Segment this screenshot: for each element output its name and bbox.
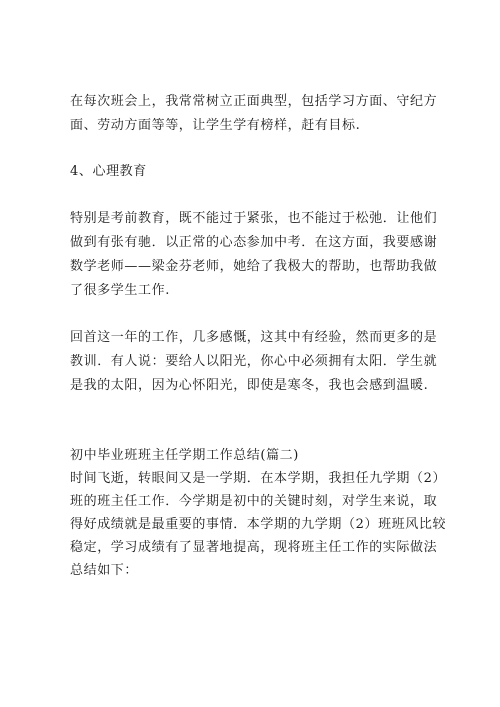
- paragraph-2-line-4: 了很多学生工作.: [70, 283, 170, 298]
- paragraph-4-line-3: 得好成绩就是最重要的事情．本学期的九学期（2）班班风比较: [70, 517, 447, 532]
- paragraph-3-line-1: 回首这一年的工作，几多感慨，这其中有经验，然而更多的是: [70, 330, 438, 345]
- paragraph-4-line-2: 班的班主任工作．今学期是初中的关键时刻，对学生来说，取: [70, 494, 438, 509]
- paragraph-1-line-2: 面、劳动方面等等，让学生学有榜样，赶有目标.: [70, 118, 361, 133]
- paragraph-4-line-1: 时间飞逝，转眼间又是一学期．在本学期，我担任九学期（2）: [70, 471, 447, 486]
- paragraph-3-line-2: 教训．有人说：要给人以阳光，你心中必须拥有太阳．学生就: [70, 354, 438, 369]
- paragraph-2-line-3: 数学老师——梁金芬老师，她给了我极大的帮助，也帮助我做: [70, 259, 438, 274]
- paragraph-2-line-1: 特别是考前教育，既不能过于紧张，也不能过于松弛．让他们: [70, 211, 438, 226]
- paragraph-2-line-2: 做到有张有驰．以正常的心态参加中考．在这方面，我要感谢: [70, 235, 438, 250]
- paragraph-4-line-5: 总结如下：: [70, 563, 139, 578]
- section-title: 初中毕业班班主任学期工作总结(篇二): [70, 448, 299, 463]
- paragraph-3-line-3: 是我的太阳，因为心怀阳光，即使是寒冬，我也会感到温暖.: [70, 378, 429, 393]
- paragraph-1-line-1: 在每次班会上，我常常树立正面典型，包括学习方面、守纪方: [70, 94, 438, 109]
- section-heading: 4、心理教育: [70, 164, 147, 179]
- paragraph-4-line-4: 稳定，学习成绩有了显著地提高，现将班主任工作的实际做法: [70, 540, 438, 555]
